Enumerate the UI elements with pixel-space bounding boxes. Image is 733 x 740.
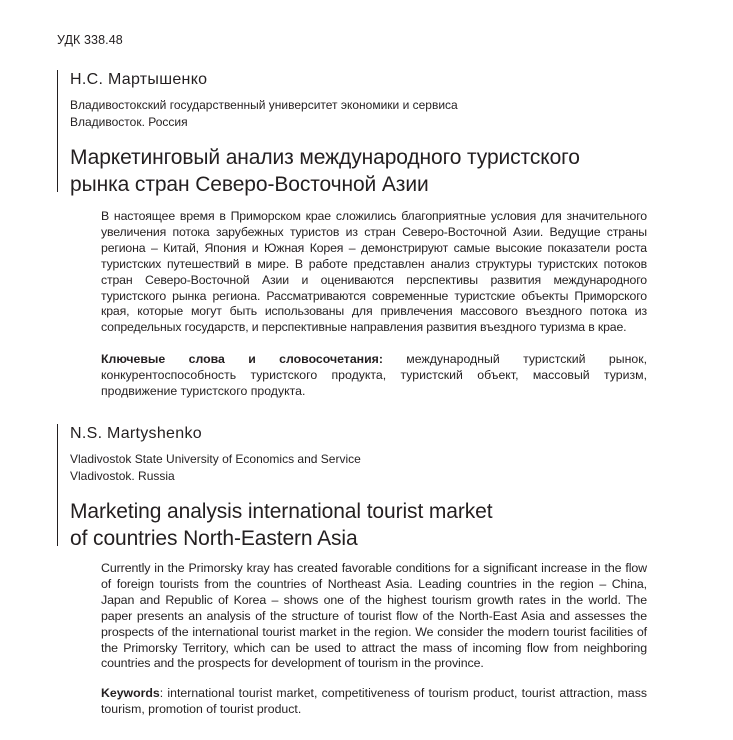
affiliation-line1-en: Vladivostok State University of Economics and Service: [70, 452, 361, 466]
abstract-en: Currently in the Primorsky kray has created favorable conditions for a significant increase in the flow of foreign tourists from the countries of Northeast Asia. Leading countries in the region – China, Japan and Republic of Korea – shows one of the highest tourism growth rates in the world. The paper presents an analysis of the structure of tourist flow of the North-East Asia and assesses the prospects of the international tourist market in the region. We consider the modern tourist facilities of the Primorsky Territory, which can be used to attract the mass of incoming flow from neighboring countries and the prospects for development of tourism in the province.: [101, 561, 647, 671]
affiliation-line2-en: Vladivostok. Russia: [70, 469, 175, 483]
affiliation-en: [70, 451, 493, 485]
keywords-label-ru: Ключевые слова и словосочетания:: [101, 352, 383, 366]
keywords-label-en: Keywords: [101, 686, 160, 700]
author-block-ru: [57, 70, 580, 196]
paper-title-ru-line1: Маркетинговый анализ международного туристского: [70, 146, 580, 169]
paper-title-en: [70, 498, 493, 552]
affiliation-line1-ru: Владивостокский государственный университет экономики и сервиса: [70, 98, 458, 112]
affiliation-ru: [70, 97, 580, 131]
abstract-ru: В настоящее время в Приморском крае сложились благоприятные условия для значительного увеличения потока зарубежных туристов из стран Северо-Восточной Азии. Ведущие страны региона – Китай, Япония и Южная Корея – демонстрируют самые высокие показатели роста туристских путешествий в мире. В работе представлен анализ структуры туристских потоков стран Северо-Восточной Азии и оцениваются перспективы развития международного туристского рынка региона. Рассматриваются современные туристские объекты Приморского края, которые могут быть использованы для привлечения массового въездного потока из сопредельных государств, и перспективные направления развития въездного туризма в крае.: [101, 209, 647, 335]
udk-code: УДК 338.48: [57, 33, 123, 47]
paper-title-ru: [70, 144, 580, 198]
keywords-text-ru: международный туристский рынок, конкурентоспособность туристского продукта, туристский объект, массовый туризм, продвижение туристского продукта.: [101, 352, 648, 398]
keywords-text-en: : international tourist market, competitiveness of tourism product, tourist attraction, mass tourism, promotion of tourist product.: [101, 686, 647, 716]
keywords-ru: [101, 352, 647, 400]
paper-title-en-line1: Marketing analysis international tourist market: [70, 500, 493, 523]
author-block-en: [57, 424, 493, 550]
author-name-en: N.S. Martyshenko: [70, 425, 202, 442]
paper-title-en-line2: of countries North-Eastern Asia: [70, 527, 358, 550]
author-name-ru: Н.С. Мартышенко: [70, 71, 208, 88]
keywords-en: [101, 686, 647, 718]
affiliation-line2-ru: Владивосток. Россия: [70, 115, 188, 129]
paper-title-ru-line2: рынка стран Северо-Восточной Азии: [70, 173, 429, 196]
